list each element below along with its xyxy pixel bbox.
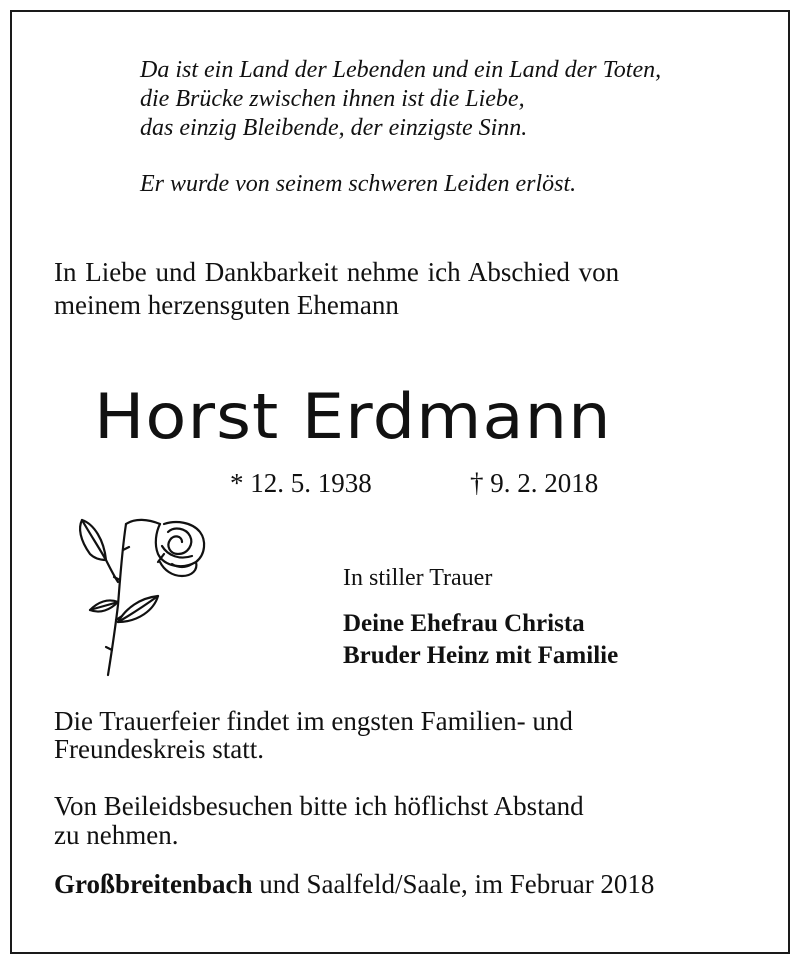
rose-icon [60,510,220,685]
poem-line-4: Er wurde von seinem schweren Leiden erlöst. [140,171,577,197]
intro-line-1: In Liebe und Dankbarkeit nehme ich Abschied von [54,257,620,287]
birth-date: * 12. 5. 1938 [230,468,372,498]
funeral-notice-line-2: Freundeskreis statt. [54,734,264,764]
intro-line-2: meinem herzensguten Ehemann [54,290,399,320]
visits-notice-line-1: Von Beileidsbesuchen bitte ich höflichst Abstand [54,791,584,821]
mourners-heading: In stiller Trauer [343,565,493,591]
deceased-name: Horst Erdmann [94,380,612,453]
visits-notice-line-2: zu nehmen. [54,820,179,850]
death-date: † 9. 2. 2018 [470,468,599,498]
mourner-line-1: Deine Ehefrau Christa [343,610,585,637]
place-date-line [54,869,654,900]
poem-line-3: das einzig Bleibende, der einzigste Sinn. [140,115,528,141]
place-name: Großbreitenbach [54,869,253,899]
mourner-line-2: Bruder Heinz mit Familie [343,642,619,669]
place-date-rest: und Saalfeld/Saale, im Februar 2018 [252,869,655,899]
poem-line-2: die Brücke zwischen ihnen ist die Liebe, [140,86,525,112]
funeral-notice-line-1: Die Trauerfeier findet im engsten Familien- und [54,706,573,736]
poem-line-1: Da ist ein Land der Lebenden und ein Land der Toten, [140,57,662,83]
